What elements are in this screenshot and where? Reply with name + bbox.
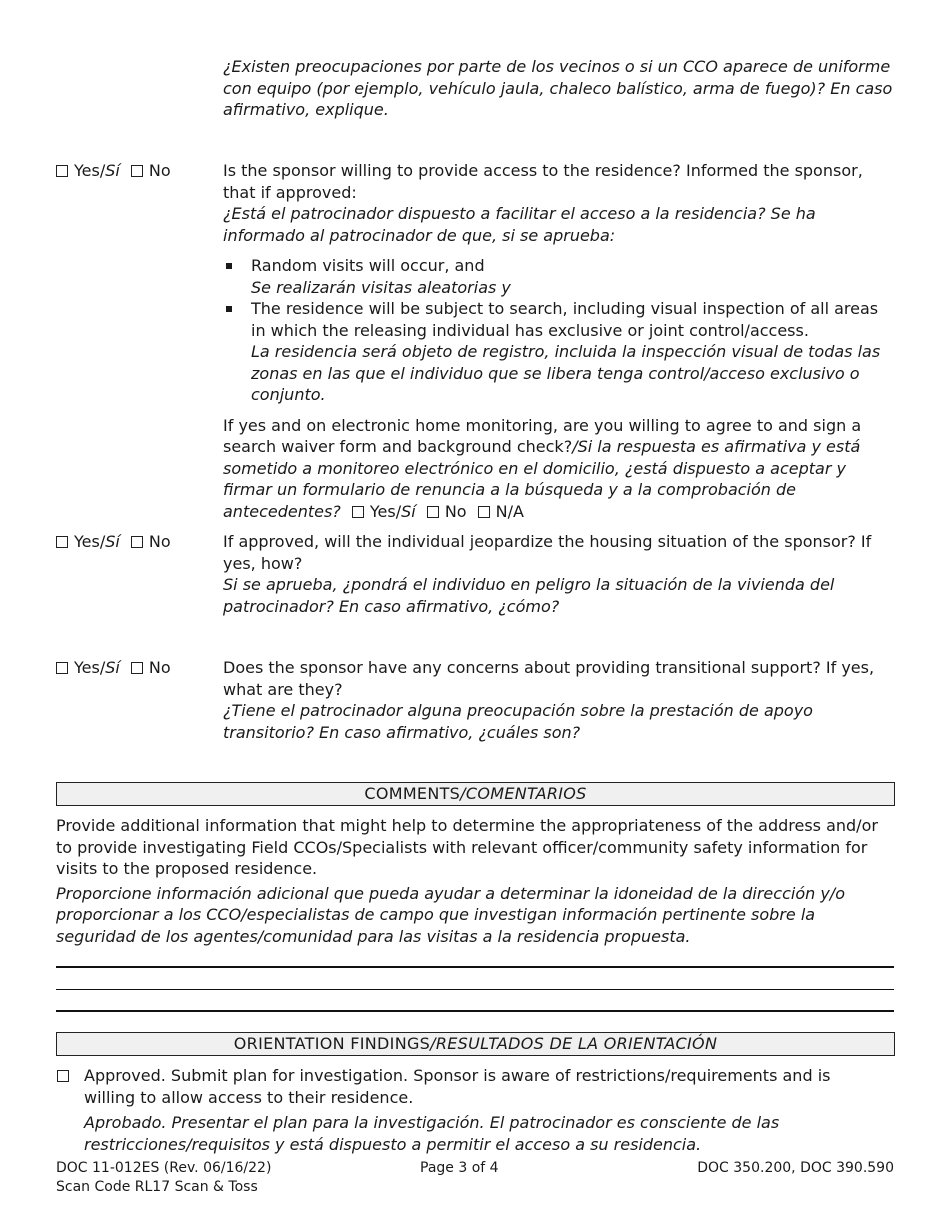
jeopardize-no-checkbox[interactable] bbox=[131, 536, 143, 548]
access-yes-no: Yes/Sí No bbox=[56, 160, 171, 182]
approved-text-es: Aprobado. Presentar el plan para la investigación. El patrocinador es consciente de las restricciones/requisitos y está dispuesto a permitir el acceso a su residencia. bbox=[84, 1113, 780, 1154]
jeopardize-question-es: Si se aprueba, ¿pondrá el individuo en peligro la situación de la vivienda del patrocinador? En caso afirmativo, ¿cómo? bbox=[223, 575, 835, 616]
concerns-question-en: Does the sponsor have any concerns about providing transitional support? If yes, what are they? bbox=[223, 658, 875, 699]
comment-line-2[interactable] bbox=[56, 989, 894, 990]
concerns-yes-no: Yes/Sí No bbox=[56, 657, 171, 679]
jeopardize-yes-checkbox[interactable] bbox=[56, 536, 68, 548]
ehm-question: If yes and on electronic home monitoring, are you willing to agree to and sign a search waiver form and background check?/Si la respuesta es afirmativa y está sometido a monitoreo electrónico en el domicilio, ¿está dispuesto a aceptar y firmar un formulario de renuncia a la búsqueda y a la comprobación de antecedentes? Yes/Sí No N/A bbox=[223, 415, 862, 521]
approved-option bbox=[84, 1065, 884, 1155]
list-item: The residence will be subject to search, including visual inspection of all areas in which the releasing individual has exclusive or joint control/access. La residencia será objeto de registro, incluida la inspección visual de todas las zonas en las que el individuo que se libera tenga control/acceso exclusivo o conjunto. bbox=[223, 298, 893, 406]
footer-refs: DOC 350.200, DOC 390.590 bbox=[697, 1160, 894, 1176]
access-question-es: ¿Está el patrocinador dispuesto a facilitar el acceso a la residencia? Se ha informado al patrocinador de que, si se aprueba: bbox=[223, 204, 816, 245]
concerns-question-es: ¿Tiene el patrocinador alguna preocupación sobre la prestación de apoyo transitorio? En caso afirmativo, ¿cuáles son? bbox=[223, 701, 813, 742]
footer-doc-info bbox=[56, 1159, 271, 1197]
approved-checkbox[interactable] bbox=[57, 1070, 69, 1082]
concerns-question bbox=[223, 657, 893, 743]
comments-header: COMMENTS/COMENTARIOS bbox=[56, 782, 895, 806]
access-no-checkbox[interactable] bbox=[131, 165, 143, 177]
concerns-no-checkbox[interactable] bbox=[131, 662, 143, 674]
ehm-no-checkbox[interactable] bbox=[427, 506, 439, 518]
access-conditions-list bbox=[223, 255, 893, 406]
jeopardize-yes-no: Yes/Sí No bbox=[56, 531, 171, 553]
comment-line-1[interactable] bbox=[56, 966, 894, 968]
ehm-options: Yes/Sí No N/A bbox=[346, 502, 524, 521]
access-yes-checkbox[interactable] bbox=[56, 165, 68, 177]
list-item: Random visits will occur, and Se realizarán visitas aleatorias y bbox=[223, 255, 893, 298]
ehm-yes-checkbox[interactable] bbox=[352, 506, 364, 518]
access-question bbox=[223, 160, 893, 522]
approved-text: Submit plan for investigation. Sponsor is aware of restrictions/requirements and is willing to allow access to their residence. bbox=[84, 1066, 831, 1107]
prev-question-es: ¿Existen preocupaciones por parte de los vecinos o si un CCO aparece de uniforme con equipo (por ejemplo, vehículo jaula, chaleco balístico, arma de fuego)? En caso afirmativo, explique. bbox=[223, 57, 893, 119]
footer-scan-code: Scan Code RL17 Scan & Toss bbox=[56, 1179, 258, 1195]
ehm-na-checkbox[interactable] bbox=[478, 506, 490, 518]
access-question-en: Is the sponsor willing to provide access to the residence? Informed the sponsor, that if approved: bbox=[223, 161, 863, 202]
comments-instructions-es: Proporcione información adicional que pueda ayudar a determinar la idoneidad de la dirección y/o proporcionar a los CCO/especialistas de campo que investigan información pertinente sobre la seguridad de los agentes/comunidad para las visitas a la residencia propuesta. bbox=[56, 883, 845, 946]
comments-instructions-en: Provide additional information that might help to determine the appropriateness of the address and/or to provide investigating Field CCOs/Specialists with relevant officer/community safety information for visits to the proposed residence. bbox=[56, 816, 878, 878]
jeopardize-question-en: If approved, will the individual jeopardize the housing situation of the sponsor? If yes, how? bbox=[223, 532, 872, 573]
comments-instructions bbox=[56, 815, 894, 947]
approved-label: Approved. bbox=[84, 1066, 166, 1085]
comment-line-3[interactable] bbox=[56, 1010, 894, 1012]
footer-doc-id: DOC 11-012ES (Rev. 06/16/22) bbox=[56, 1160, 272, 1176]
concerns-yes-checkbox[interactable] bbox=[56, 662, 68, 674]
jeopardize-question bbox=[223, 531, 893, 617]
footer-page-number: Page 3 of 4 bbox=[420, 1160, 499, 1176]
orientation-header: ORIENTATION FINDINGS/RESULTADOS DE LA ORIENTACIÓN bbox=[56, 1032, 895, 1056]
